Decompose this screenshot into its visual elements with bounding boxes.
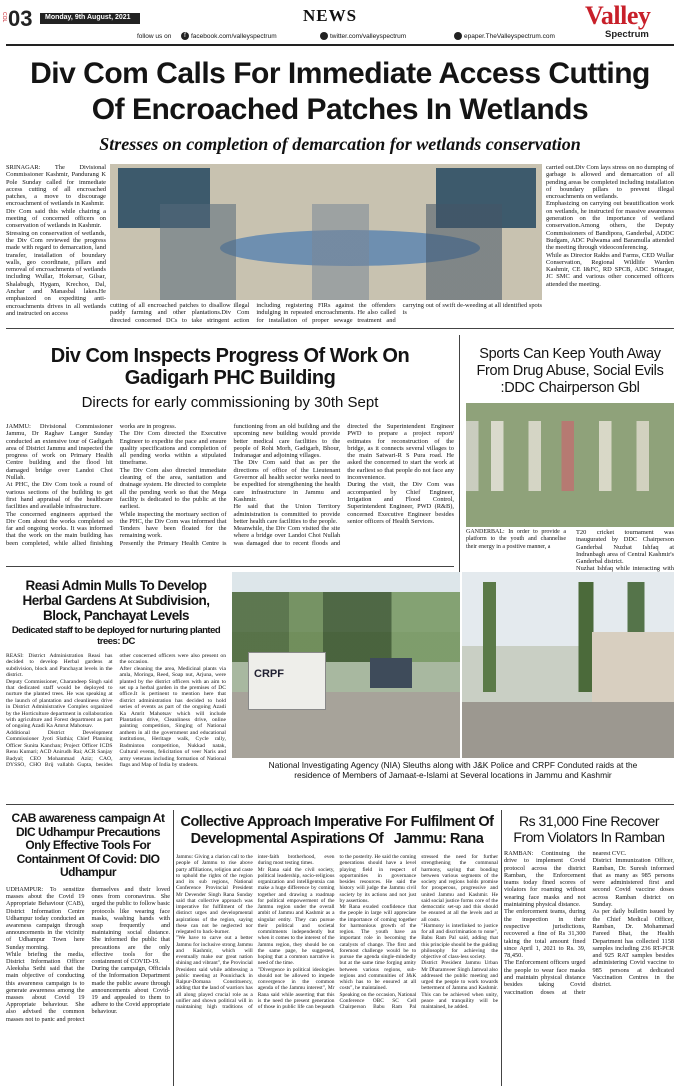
herbal-headline-3: Block, Panchayat Levels: [42, 608, 190, 623]
houses: [592, 632, 674, 702]
phc-headline-2: Gadigarh PHC Building: [124, 367, 336, 389]
sports-headline: Sports Can Keep Youth Away From Drug Abuse, Social Evils :DDC Chairperson Gbl: [476, 346, 664, 396]
lane: [462, 702, 674, 758]
main-article-under-photo: cutting of all encroached patches to disallow illegal paddy farming and other plantations.Div Com directed concerned DCs to take stringent action including registering FIRs against the offenders indulging in repeated encroachments. He also called for installation of proper sewage treatment and carrying out of swift de-weeding at all identified spots is: [110, 302, 542, 324]
officials: [160, 204, 540, 300]
sports-article: T20 cricket tournament was inaugurated by DDC Chairperson Ganderbal Nuzhat Ishfaq at Indranbagh area of Central Kashmir's Ganderbal district. Nuzhat Ishfaq while interacting with: [576, 529, 674, 573]
cab-article: UDHAMPUR: To sensitize masses about the Covid 19 Appropriate Behaviour (CAB), District Information Centre Udhampur today conducted an awareness campaign through announcements in the vicinity of Udhampur Town here Sunday morning. While briefing the media, District Information Officer Aleeksha Sethi said that the main objective of conducting this awareness campaign is to generate awareness among the masses about Covid 19 Appropriate behaviour. She also advised the common masses not to panic and protect themselves and their loved ones from coronavirus. She urged the public to follow basic protocols like wearing face masks, washing hands with soap frequently and maintaining social distance. She informed the public that precautions are the only effective tools for the containment of COVID-19. During the campaign, Officials of the Information Department made the public aware through announcements about Covid-19 and appealed to them to adhere to the Covid appropriate behaviour.: [6, 886, 170, 1023]
epaper-link[interactable]: epaper.TheValleyspectrum.com: [464, 33, 555, 40]
twitter-icon: [320, 32, 328, 40]
phc-article: JAMMU: Divisional Commissioner Jammu, Dr Raghav Langer Sunday conducted an extensive tour of Gadigarh area of District Jammu and inspected the progress of work on Primary Health Centre building and the flood hit damaged bridge over Landoi Choi Nullah. At PHC, the Div Com took a round of various sections of the building to get first hand appraisal of the healthcare facilities and available infrastructure. The concerned engineers apprised the Div Com about the works completed so far and ongoing works. It was informed that the work on the main building has been completed, while allied finishing works are in progress. The Div Com directed the Executive Engineer to expedite the pace and ensure quality specifications and completion of all pending works within a stipulated timeframe. The Div Com also directed immediate cleaning of the area, sanitation and drainage system. He directed to complete all the pending work so that the Mega facility is dedicated to the public at the earliest. While inspecting the mortuary section of the PHC, the Div Com was informed that Tenders have been floated for the remaining work. Presently the Primary Health Centre is functioning from an old building and the upcoming new building would provide better medical care facilities to the people of Rohi Morh, Gadigarh, Bhour, Indranagar and adjoining villages. The Div Com said that as per the directions of office of the Lieutenant Governor all health sector works need to be expedited for strengthening the health care infrastructure in Jammu and Kashmir. He said that the Union Territory administration is committed to provide better health care facilities to the people. Meanwhile, the Div Com visited the site where a bridge over Landoi Choi Nullah was damaged due to recent floods and directed the Superintendent Engineer PWD to prepare a project report/ estimates for reconstruction of the bridge, as it connects several villages to the main Satwari-R S Pura road. He asked the concerned to start the work at the earliest so that people do not face any inconvenience. During the visit, the Div Com was accompanied by Chief Engineer, Irrigation and Flood Control, Superintendent Engineer, PWD (R&B), concerned Executive Engineer besides senior officers of Health Services.: [6, 423, 454, 547]
sports-caption: GANDERBAL: In order to provide a platform to the youth and channelise their energy in a positive manner, a: [466, 529, 566, 550]
epaper-icon: [454, 32, 462, 40]
main-article-col1: SRINAGAR: The Divisional Commissioner Kashmir, Pandurang K Pole Sunday called for immediate access cutting of all encroached patches, a move to discourage encroachment of wetlands in Kashmir. Div Com said this while chairing a meeting of concerned officers on conservation of wetlands in Kashmir. Stressing on conservation of wetlands, the Div Com reviewed the progress made with regard to demarcation, land transfer, installation of boundary walls, geo coordinate, pillars and removal of encroachments of wetlands including Wullar, Hokersar, Gilsar, Shalabugh, Hygam, Krechoo, Dal, Anchar and Manasbal lakes.He emphasized on expediting anti-encroachments drives in all wetlands and instructed on access: [6, 164, 106, 317]
facebook-icon: f: [181, 32, 189, 40]
crpf-label: CRPF: [254, 668, 284, 680]
fine-headline-1: Rs 31,000 Fine Recover: [519, 813, 659, 829]
nia-street-photo: [462, 572, 674, 758]
section-name: NEWS: [303, 6, 358, 25]
divider-rana-v: [501, 810, 502, 1086]
fine-article: RAMBAN: Continuing the drive to implement Covid protocol across the district Ramban, the Enforcement teams today fined scores of violators for roaming without wearing face masks and not maintaining physical distance. The enforcement teams, during the inspection in their respective jurisdictions, recovered a fine of Rs 31,300 taking the total amount fined since April 1, 2021 to Rs. 39, 78,450. The Enforcement officers urged the people to wear face masks and maintain physical distance besides taking Covid vaccination doses at their nearest CVC. District Immunization Officer, Ramban, Dr. Suresh informed that as many as 985 persons were administered first and second Covid vaccine doses across Ramban district on Sunday. As per daily bulletin issued by the Chief Medical Officer, Ramban, Dr. Mohammad Fareed Bhat, the Health Department has collected 1158 samples including 236 RT-PCR and 925 RAT samples besides administering Covid vaccine to 985 persons at dedicated Vaccination Centres in the district.: [504, 850, 674, 996]
date: Monday, 9th August, 2021: [45, 14, 131, 21]
facebook-link[interactable]: facebook.com/valleyspectrum: [191, 33, 277, 40]
side-label: COL: [1, 12, 7, 23]
crpf-vehicle: [248, 652, 326, 710]
rana-article: Jammu: Giving a clarion call to the people of Jammu to rise above party affiliations, religion and caste to uphold the rights of the region and its sub regions, National Conference Provincial President Mr Devender Singh Rana Sunday said that collective approach was imperative for fulfilment of the distinct urges and developmental aspirations of the region, saying these can not be neglected nor relegated to back-burner. "We have to carve out a better Jammu for inclusive strong Jammu and Kashmir, which will eventually make our great nation shining and vibrant", the Provincial President said while addressing a public meeting at Pounichack in Raipur-Domana Constituency, adding that the land of warriors has all along played crucial role as a unifier and shown political will in maintaining high traditions of inter-faith brotherhood, even during most testing times. Mr Rana said the civil society, political leadership, socio-religious organization and intelligentsia can make a huge difference by coming together and drawing a roadmap for political empowerment of the Jammu region under the overall ambit of Jammu and Kashmir as a singular entity. They can pursue their political and societal commitments independently but when it comes to the interest of the Jammu region, they should be on the same page, he suggested, hoping that a common narrative is need of the time. "Divergence in political ideologies should not be allowed to impede convergence in the common agenda of the Jammu interest", Mr Rana said while asserting that this is the need the present generation of those in public life can bequeath to the posterity. He said the coming generations should have a level playing field in respect of opportunities in governance besides resources. He said the history will judge the Jammu civil society by its actions and not just by assertions. Mr Rana exuded confidence that the people in large will appreciate the importance of coming together for harmonious growth of the region. The youth have an important role in becoming the catalysts of change. The first and foremost challenge would be to pursue the agenda single-mindedly but at the same time forging amity between various regions, sub-regions and communities of J&K which has to be ensured at all costs", he maintained. Speaking on the occasion, National Conference OBC SC Cell Chairperson Babu Ram Pal stressed the need for further strengthening the communal harmony, saying that bonding between various segments of the society and regions holds promise for prosperous, progressive and united Jammu and Kashmir. He said social justice forms core of the democratic set-up and this should be ensured at all the levels and at all costs. "Harmony is interlinked to justice for all and discrimination to none", Babu Ram Pal said, adding that this principle should be the guiding philosophy for achieving the objective of class-less society. District President Jammu Urban Mr Dharamveer Singh Jamwal also addressed the public meeting and urged the people to work towards betterment of Jammu and Kashmir. This can be achieved when unity, peace and tranquility will be maintained, he added.: [176, 854, 498, 1010]
rana-headline-1: Collective Approach Imperative For Fulfilment Of: [180, 814, 494, 830]
herbal-article: REASI: District Administration Reasi has decided to develop Herbal gardens at subdivision, block and Panchayat levels in the district. Deputy Commissioner, Charandeep Singh said that dedicated staff would be deployed to nurture the planted trees. He was speaking at the launch of plantation and cleanliness drive in District Administrative Complex organized by the Horticulture department in collaboration with agriculture and Forest department as part of ongoing Azadi Ka Amrut Mahotsav. Additional District Development Commissioner Jyoti Slathia; Chief Planning Officer Sunita Kanchan; Project Officer ICDS Renu Kumari; ACD Anirudh Rai; ACR Sanjay Badyal; CEO Mohammad Aziz; CAO, DYSSO, CHO Brij vallabh Gupta, besides other concerned officers were also present on the occasion. After cleaning the area, Medicinal plants via amla, Moringa, Reed, Soap nut, Arjuna, were planted by the district officers with an aim to set up a herbal garden in the premises of DC office.It is pertinent to mention here that district administration has decided to hold series of events as part of the ongoing Azadi Ka Amrit Mahotsav which will include Plantation drive, Cleanliness drive, online painting competition, Singing of National anthem in all the government and educational institutions, Heritage walk, Cycle rally, Badminton competition, Nukkad natak, Cultural events, felicitation of veer Naris and army veterans including formation of National flags and Map of India by students.: [6, 653, 226, 768]
main-headline-2: Of Encroached Patches In Wetlands: [91, 93, 589, 126]
divider-3: [6, 804, 674, 805]
spectators: [466, 421, 674, 491]
herbal-headline-2: Herbal Gardens At Subdivision,: [22, 593, 210, 608]
fine-headline-2: From Violators In Ramban: [513, 829, 665, 845]
main-article-right: carried out.Div Com lays stress on no dumping of garbage is allowed and demarcation of all pending areas be completed including installation of boundary pillars to prevent illegal encroachments on wetlands. Emphasizing on carrying out beautification work on wetlands, he instructed for massive awareness generation on the importance of wetland conservation.Among others, the Deputy Commissioners of Bandipora, Ganderbal, ADDC Budgam, ADC Pulwama and Baramulla attended the meeting through videoconferencing. While as Director Rakhs and Farms, CED Wullar Conservation, Regional Wildlife Warden Kashmir, CE I&FC, RD SPCB, ADC Srinagar, JC SMC and various other concerned officers attended the meeting.: [546, 164, 674, 288]
follow-label: follow us on: [137, 33, 172, 40]
masthead: [0, 0, 680, 48]
header-rule: [6, 44, 674, 46]
gypsy-vehicle: [370, 658, 412, 688]
divider-1: [6, 328, 674, 329]
brand-logo-top: Valley: [585, 1, 651, 30]
main-subtitle: Stresses on completion of demarcation for wetlands conservation: [99, 134, 581, 154]
nia-caption: National Investigating Agency (NIA) Sleuths along with J&K Police and CRPF Conduted raids at the residence of Members of Jamaat-e-Islami at Several locations in Jammu and Kashmir: [268, 760, 638, 780]
herbal-headline-1: Reasi Admin Mulls To Develop: [25, 578, 207, 593]
divider-cab-v: [173, 810, 174, 1086]
phc-subtitle: Directs for early commissioning by 30th Sept: [81, 394, 379, 411]
cricket-photo: [466, 403, 674, 527]
brand-logo-bottom: Spectrum: [605, 29, 649, 40]
nia-raid-photo: [232, 572, 460, 758]
main-headline-1: Div Com Calls For Immediate Access Cutting: [30, 57, 650, 90]
phc-headline-1: Div Com Inspects Progress Of Work On: [50, 345, 410, 367]
rana-headline-2: Developmental Aspirations Of Jammu: Rana: [190, 831, 484, 847]
cab-headline: CAB awareness campaign At DIC Udhampur Precautions Only Effective Tools For Containment Of Covid: DIO Udhampur: [11, 811, 165, 880]
twitter-link[interactable]: twitter.com/valleyspectrum: [330, 33, 407, 40]
herbal-subtitle: Dedicated staff to be deployed for nurturing planted trees: DC: [11, 625, 221, 647]
meeting-photo: [110, 164, 542, 300]
page-number: 03: [8, 6, 33, 31]
divider-2: [6, 566, 454, 567]
